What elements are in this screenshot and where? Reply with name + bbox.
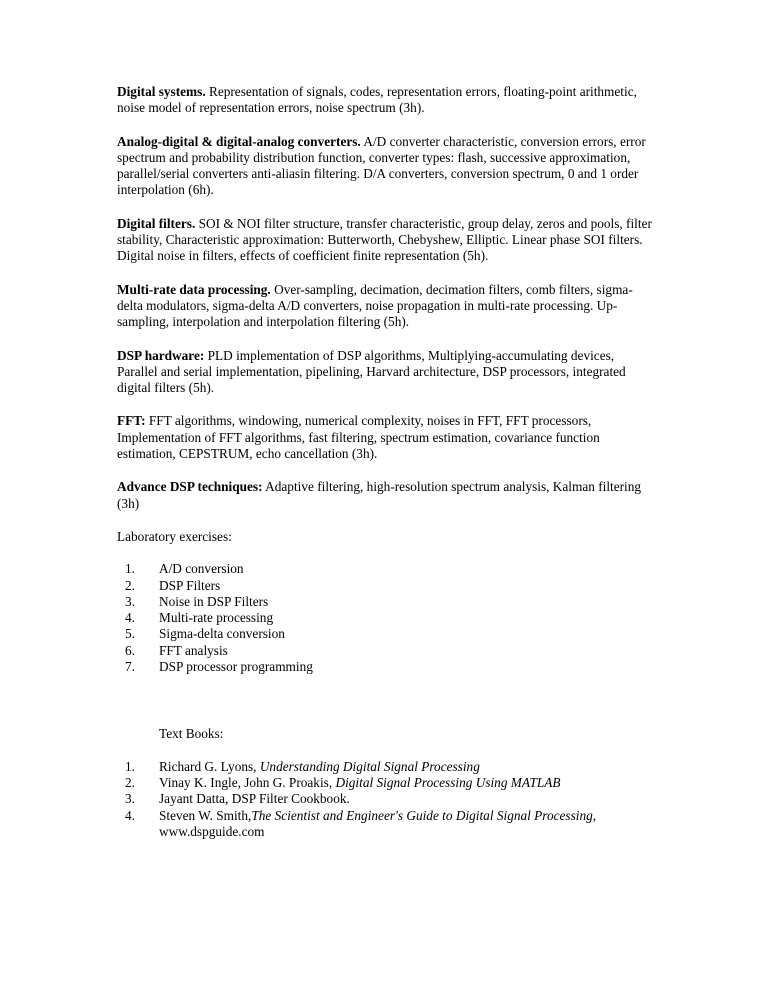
list-text: Noise in DSP Filters — [159, 593, 269, 609]
book-title: Digital Signal Processing Using MATLAB — [335, 774, 561, 790]
document-page — [117, 84, 657, 840]
book-title: Understanding Digital Signal Processing — [259, 758, 480, 774]
section-heading: Advance DSP techniques: — [117, 479, 263, 495]
book-author: Jayant Datta, DSP Filter Cookbook. — [159, 791, 350, 807]
book-item — [117, 791, 657, 807]
section-heading: Multi-rate data processing. — [117, 281, 271, 297]
section-heading: Analog-digital & digital-analog converters. — [117, 133, 361, 149]
list-item — [117, 594, 657, 610]
section-body: PLD implementation of DSP algorithms, Multiplying-accumulating devices, Parallel and serial implementation, pipelining, Harvard architecture, DSP processors, integrated digital filters (5h). — [117, 347, 626, 396]
list-item — [117, 578, 657, 594]
section-body: SOI & NOI filter structure, transfer characteristic, group delay, zeros and pools, filter stability, Characteristic approximation: Butterworth, Chebyshew, Elliptic. Linear phase SOI filters. Digital noise in filters, effects of coefficient finite representation (5h). — [117, 215, 652, 264]
section-dsp-hardware — [117, 348, 657, 397]
section-multi-rate — [117, 282, 657, 331]
list-number: 2. — [125, 774, 135, 790]
list-item — [117, 610, 657, 626]
section-digital-filters — [117, 216, 657, 265]
list-number: 4. — [125, 610, 135, 626]
book-author: Richard G. Lyons, — [159, 758, 260, 774]
list-number: 1. — [125, 758, 135, 774]
section-body: FFT algorithms, windowing, numerical complexity, noises in FFT, FFT processors, Implementation of FFT algorithms, fast filtering, spectrum estimation, covariance function estimation, CEPSTRUM, echo cancellation (3h). — [117, 413, 600, 462]
book-author: Steven W. Smith, — [159, 807, 252, 823]
section-heading: FFT: — [117, 413, 146, 429]
list-text: A/D conversion — [159, 561, 244, 577]
book-title: The Scientist and Engineer's Guide to Digital Signal Processing, — [251, 807, 597, 823]
book-item — [117, 808, 657, 841]
text-books-label: Text Books: — [159, 726, 224, 742]
list-item — [117, 643, 657, 659]
section-converters — [117, 134, 657, 199]
book-item — [117, 759, 657, 775]
list-number: 4. — [125, 807, 135, 823]
list-text: Sigma-delta conversion — [159, 626, 285, 642]
list-number: 1. — [125, 561, 135, 577]
lab-exercises-label: Laboratory exercises: — [117, 528, 232, 544]
section-body: Over-sampling, decimation, decimation filters, comb filters, sigma-delta modulators, sigma-delta A/D converters, noise propagation in multi-rate processing. Up-sampling, interpolation and interpolation filtering (5h). — [117, 281, 633, 330]
text-books-list — [117, 759, 657, 840]
section-heading: DSP hardware: — [117, 347, 205, 363]
list-number: 6. — [125, 642, 135, 658]
book-extra: www.dspguide.com — [159, 823, 265, 839]
section-body: Representation of signals, codes, representation errors, floating-point arithmetic, noise model of representation errors, noise spectrum (3h). — [117, 84, 637, 116]
list-item — [117, 659, 657, 675]
lab-exercises-list — [117, 561, 657, 675]
list-number: 3. — [125, 791, 135, 807]
section-body: A/D converter characteristic, conversion errors, error spectrum and probability distribution function, converter types: flash, successive approximation, parallel/serial converters anti-aliasin filtering. D/A converters, conversion spectrum, 0 and 1 order interpolation (6h). — [117, 133, 646, 198]
list-number: 2. — [125, 577, 135, 593]
section-digital-systems — [117, 84, 657, 117]
list-text: DSP processor programming — [159, 659, 313, 675]
list-text: Multi-rate processing — [159, 610, 274, 626]
section-body: Adaptive filtering, high-resolution spectrum analysis, Kalman filtering (3h) — [117, 479, 642, 511]
list-number: 5. — [125, 626, 135, 642]
section-heading: Digital systems. — [117, 84, 206, 99]
list-item — [117, 561, 657, 577]
section-heading: Digital filters. — [117, 215, 196, 231]
list-text: DSP Filters — [159, 577, 221, 593]
book-item — [117, 775, 657, 791]
section-advance-dsp — [117, 479, 657, 512]
list-item — [117, 626, 657, 642]
list-text: FFT analysis — [159, 642, 228, 658]
book-author: Vinay K. Ingle, John G. Proakis, — [159, 774, 336, 790]
list-number: 7. — [125, 659, 135, 675]
list-number: 3. — [125, 593, 135, 609]
section-fft — [117, 413, 657, 462]
